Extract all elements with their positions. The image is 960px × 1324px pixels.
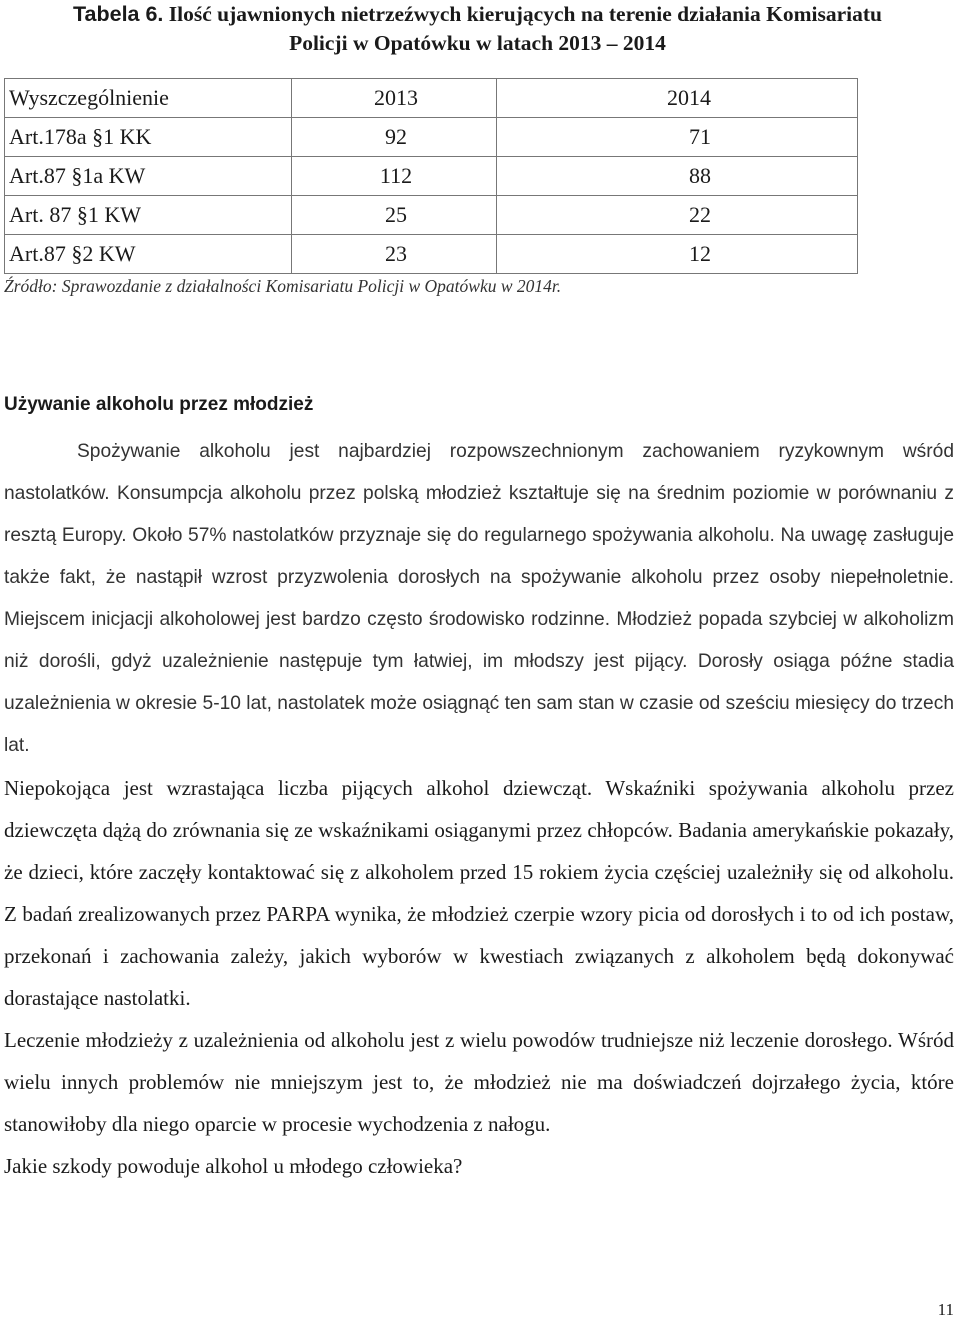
section-heading: Używanie alkoholu przez młodzież [4,394,314,415]
caption-text: Ilość ujawnionych nietrzeźwych kierujących na terenie działania Komisariatu [168,2,883,26]
table-cell: 112 [292,157,497,196]
header-cell: Wyszczególnienie [5,79,292,118]
paragraph: Niepokojąca jest wzrastająca liczba pijących alkohol dziewcząt. Wskaźniki spożywania alkoholu przez dziewczęta dążą do zrównania się ze wskaźnikami osiąganymi przez chłopców. Badania amerykańskie pokazały, że dzieci, które zaczęły kontaktować się z alkoholem przed 15 rokiem życia częściej uzależniły się od alkoholu. Z badań zrealizowanych przez PARPA wynika, że młodzież czerpie wzory picia od dorosłych i to od ich postaw, przekonań i zachowania zależy, jakich wyborów w kwestiach związanych z alkoholem będą dokonywać dorastające nastolatki. [4,776,954,1010]
table-cell: 12 [497,235,858,274]
table-cell: 71 [497,118,858,157]
table-cell: Art.178a §1 KK [5,118,292,157]
table-cell: Art. 87 §1 KW [5,196,292,235]
table-cell: Art.87 §2 KW [5,235,292,274]
page-number: 11 [937,1300,954,1319]
table-cell: 23 [292,235,497,274]
caption-label: Tabela 6. [72,2,164,26]
table-source-note: Źródło: Sprawozdanie z działalności Komisariatu Policji w Opatówku w 2014r. [4,276,562,296]
paragraph: Leczenie młodzieży z uzależnienia od alkoholu jest z wielu powodów trudniejsze niż leczenie dorosłego. Wśród wielu innych problemów nie mniejszym jest to, że młodzież nie ma doświadczeń dojrzałego życia, które stanowiłoby dla niego oparcie w procesie wychodzenia z nałogu. [4,1028,954,1136]
table-cell: 22 [497,196,858,235]
table-row [5,196,858,235]
paragraph: Spożywanie alkoholu jest najbardziej rozpowszechnionym zachowaniem ryzykownym wśród nastolatków. Konsumpcja alkoholu przez polską młodzież kształtuje się na średnim poziomie w porównaniu z resztą Europy. Około 57% nastolatków przyznaje się do regularnego spożywania alkoholu. Na uwagę zasługuje także fakt, że nastąpił wzrost przyzwolenia dorosłych na spożywanie alkoholu przez osoby niepełnoletnie. Miejscem inicjacji alkoholowej jest bardzo często środowisko rodzinne. Młodzież popada szybciej w alkoholizm niż dorośli, gdyż uzależnienie następuje tym łatwiej, im młodszy jest pijący. Dorosły osiąga późne stadia uzależnienia w okresie 5-10 lat, nastolatek może osiągnąć ten sam stan w czasie od sześciu miesięcy do trzech lat. [4,441,954,756]
table-row [5,157,858,196]
table-header-row [5,79,858,118]
header-cell: 2013 [292,79,497,118]
table-cell: 92 [292,118,497,157]
data-table [4,78,858,274]
table-caption [0,0,955,58]
header-cell: 2014 [497,79,858,118]
paragraph: Jakie szkody powoduje alkohol u młodego człowieka? [4,1154,463,1178]
table-cell: 88 [497,157,858,196]
table-cell: Art.87 §1a KW [5,157,292,196]
table-row [5,118,858,157]
table-row [5,235,858,274]
table-cell: 25 [292,196,497,235]
body-text [4,431,954,1187]
caption-text-line2: Policji w Opatówku w latach 2013 – 2014 [289,31,666,55]
